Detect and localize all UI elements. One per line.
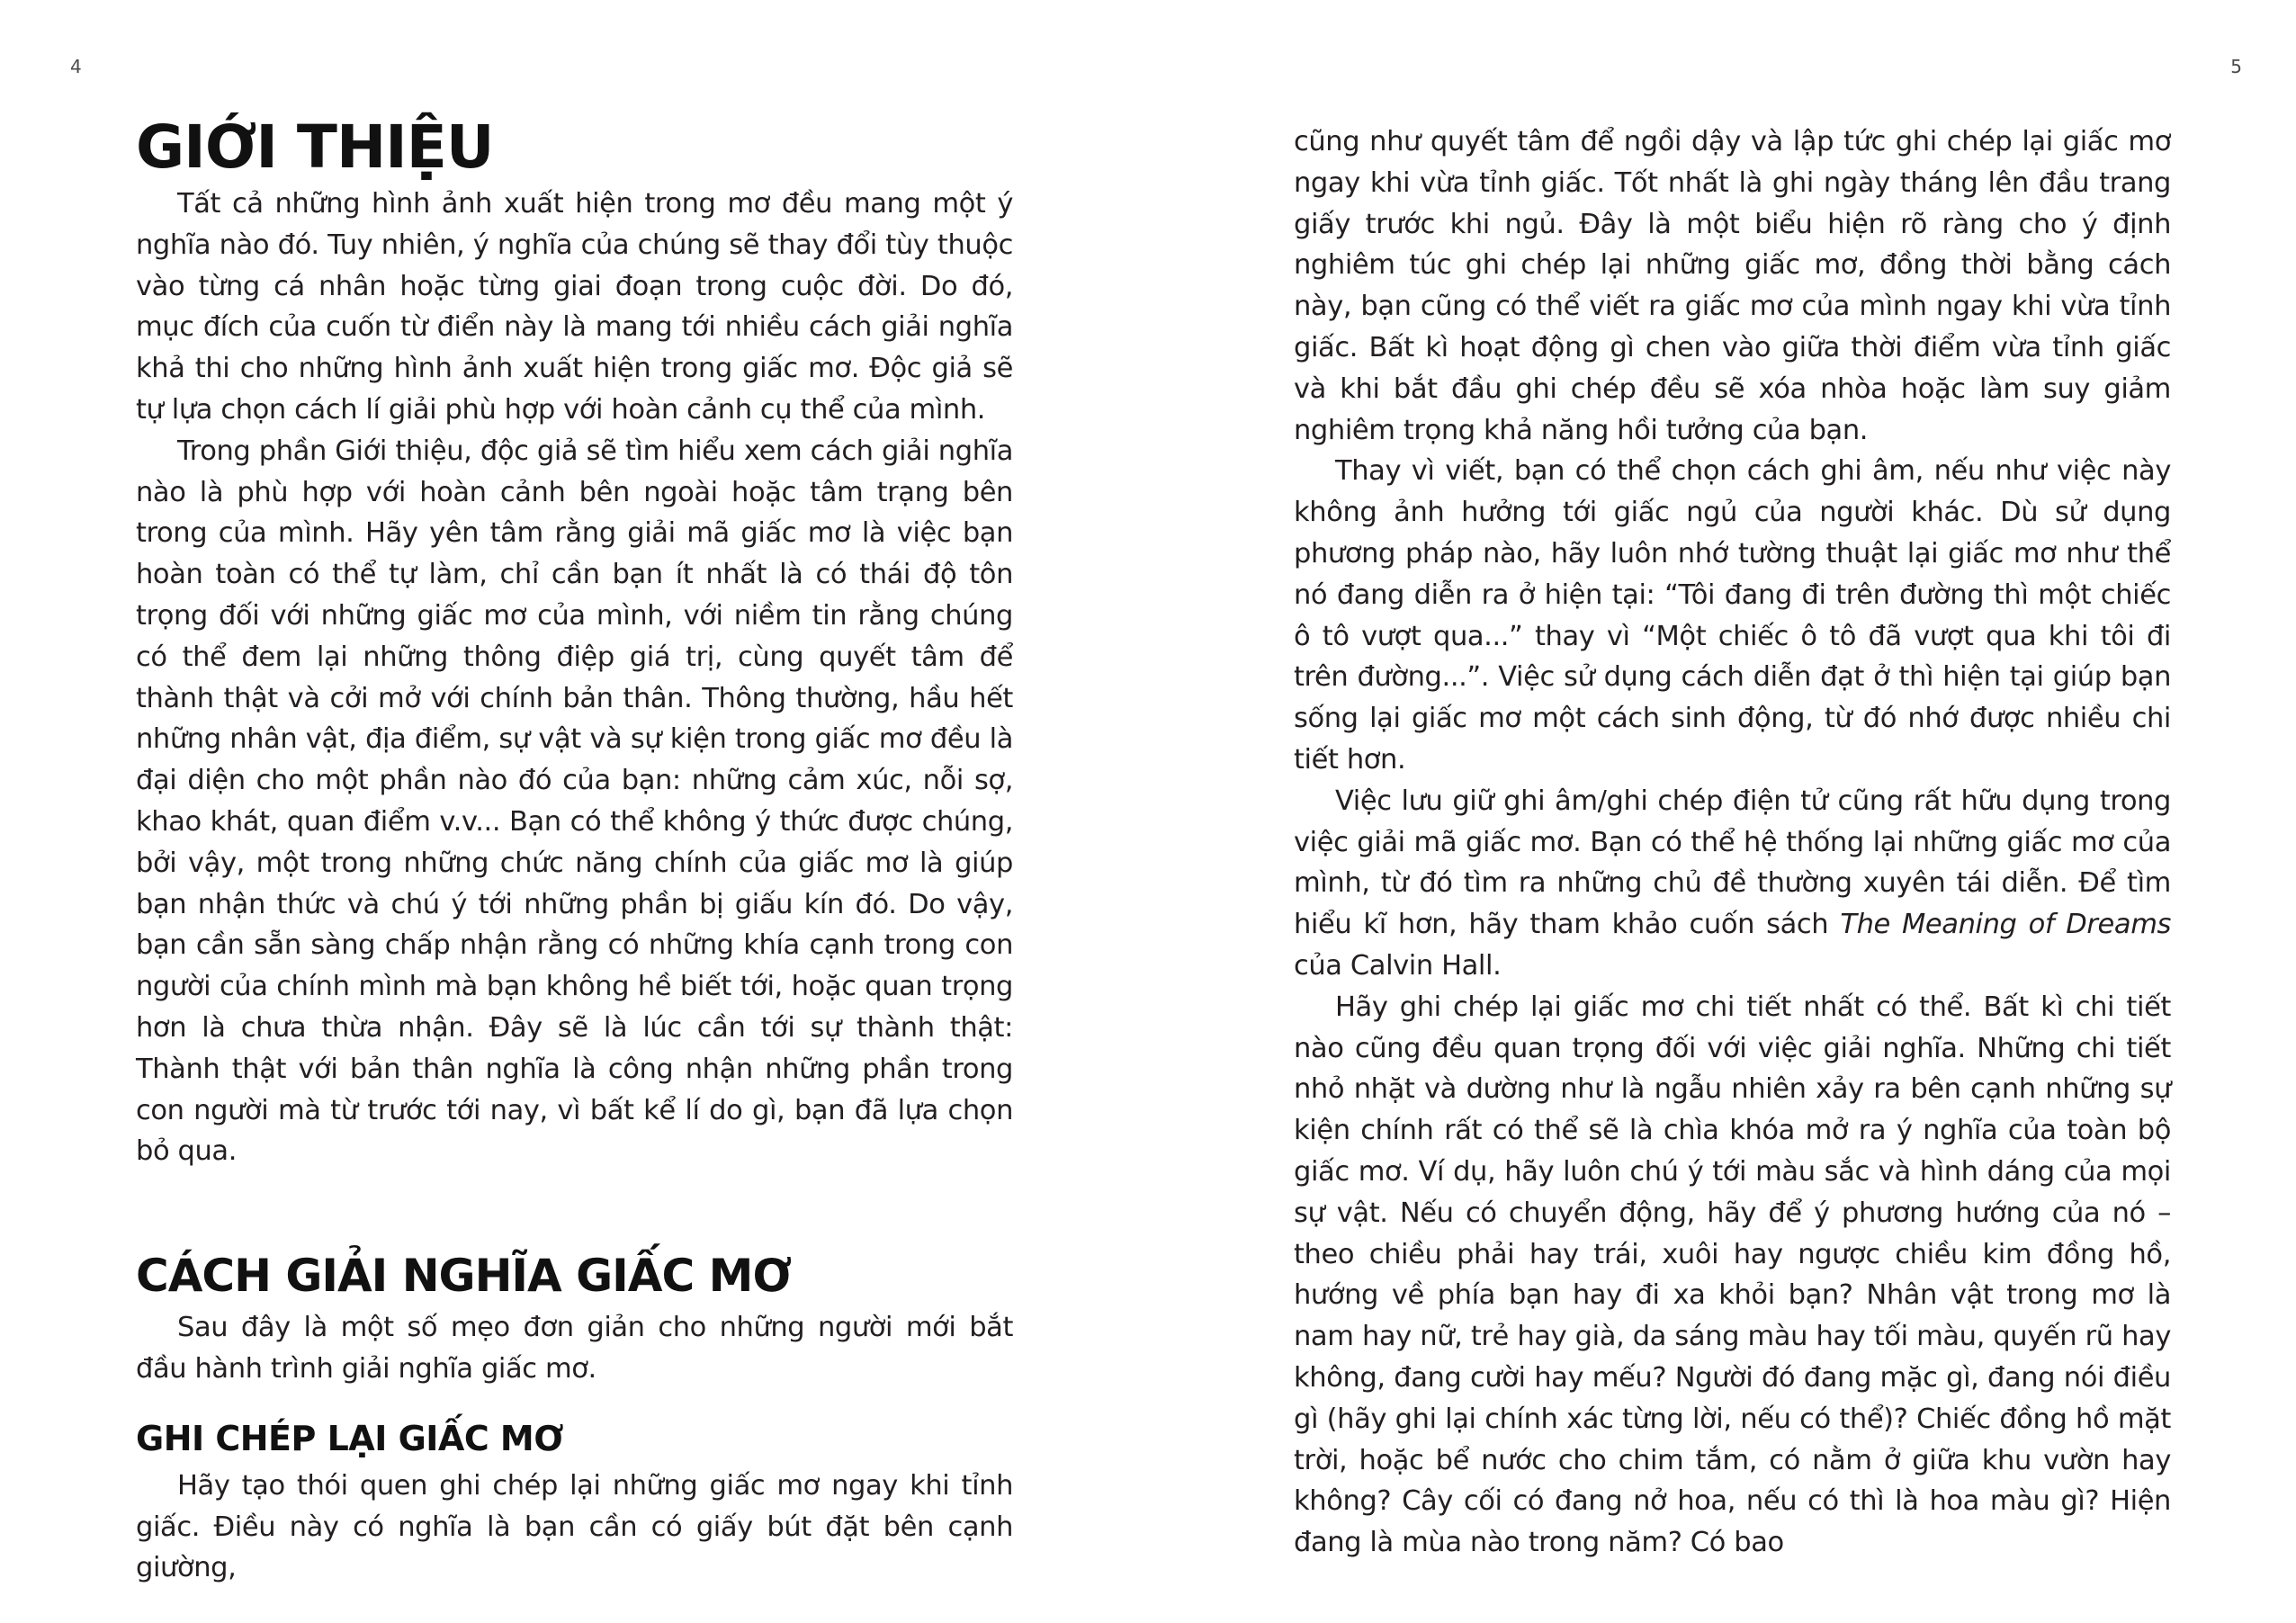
electronic-notes-text: Việc lưu giữ ghi âm/ghi chép điện tử cũng rất hữu dụng trong việc giải mã giấc mơ. Bạn có thể hệ thống lại những giấc mơ của mình, từ đó tìm ra những chủ đề thường xuyên tái diễn. Để tìm hiểu kĩ hơn, hãy tham khảo cuốn sách <box>1294 785 2171 941</box>
intro-paragraph-2: Trong phần Giới thiệu, độc giả sẽ tìm hiểu xem cách giải nghĩa nào là phù hợp với hoàn cảnh bên ngoài hoặc tâm trạng bên trong của mình. Hãy yên tâm rằng giải mã giấc mơ là việc bạn hoàn toàn có thể tự làm, chỉ cần bạn ít nhất là có thái độ tôn trọng đối với những giấc mơ của mình, với niềm tin rằng chúng có thể đem lại những thông điệp giá trị, cùng quyết tâm để thành thật và cởi mở với chính bản thân. Thông thường, hầu hết những nhân vật, địa điểm, sự vật và sự kiện trong giấc mơ đều là đại diện cho một phần nào đó của bạn: những cảm xúc, nỗi sợ, khao khát, quan điểm v.v... Bạn có thể không ý thức được chúng, bởi vậy, một trong những chức năng chính của giấc mơ là giúp bạn nhận thức và chú ý tới những phần bị giấu kín đó. Do vậy, bạn cần sẵn sàng chấp nhận rằng có những khía cạnh trong con người của chính mình mà bạn không hề biết tới, hoặc quan trọng hơn là chưa thừa nhận. Đây sẽ là lúc cần tới sự thành thật: Thành thật với bản thân nghĩa là công nhận những phần trong con người mà từ trước tới nay, vì bất kể lí do gì, bạn đã lựa chọn bỏ qua. <box>136 435 1013 1168</box>
electronic-notes-paragraph <box>1294 781 2171 987</box>
electronic-notes-text-end: của Calvin Hall. <box>1294 949 1502 982</box>
chapter-heading: GIỚI THIỆU <box>136 112 494 182</box>
subsection-paragraph: Hãy tạo thói quen ghi chép lại những giấc mơ ngay khi tỉnh giấc. Điều này có nghĩa là bạn cần có giấy bút đặt bên cạnh giường, <box>136 1469 1013 1584</box>
book-title: The Meaning of Dreams <box>1840 909 2171 941</box>
continuation-paragraph: cũng như quyết tâm để ngồi dậy và lập tức ghi chép lại giấc mơ ngay khi vừa tỉnh giấc. Tốt nhất là ghi ngày tháng lên đầu trang giấy trước khi ngủ. Đây là một biểu hiện rõ ràng cho ý định nghiêm túc ghi chép lại những giấc mơ, đồng thời bằng cách này, bạn cũng có thể viết ra giấc mơ của mình ngay khi vừa tỉnh giấc. Bất kì hoạt động gì chen vào giữa thời điểm vừa tỉnh giấc và khi bắt đầu ghi chép đều sẽ xóa nhòa hoặc làm suy giảm nghiêm trọng khả năng hồi tưởng của bạn. <box>1294 126 2171 446</box>
details-paragraph: Hãy ghi chép lại giấc mơ chi tiết nhất có thể. Bất kì chi tiết nào cũng đều quan trọng đối với việc giải nghĩa. Những chi tiết nhỏ nhặt và dường như là ngẫu nhiên xảy ra bên cạnh những sự kiện chính rất có thể sẽ là chìa khóa mở ra ý nghĩa của toàn bộ giấc mơ. Ví dụ, hãy luôn chú ý tới màu sắc và hình dáng của mọi sự vật. Nếu có chuyển động, hãy để ý phương hướng của nó – theo chiều phải hay trái, xuôi hay ngược chiều kim đồng hồ, hướng về phía bạn hay đi xa khỏi bạn? Nhân vật trong mơ là nam hay nữ, trẻ hay già, da sáng màu hay tối màu, quyến rũ hay không, đang cười hay mếu? Người đó đang mặc gì, đang nói điều gì (hãy ghi lại chính xác từng lời, nếu có thể)? Chiếc đồng hồ mặt trời, hoặc bể nước cho chim tắm, có nằm ở giữa khu vườn hay không? Cây cối có đang nở hoa, nếu có thì là hoa màu gì? Hiện đang là mùa nào trong năm? Có bao <box>1294 991 2171 1559</box>
right-text-column <box>1294 0 2171 1564</box>
subsection-heading: GHI CHÉP LẠI GIẤC MƠ <box>136 1418 563 1458</box>
section-paragraph: Sau đây là một số mẹo đơn giản cho những người mới bắt đầu hành trình giải nghĩa giấc mơ. <box>136 1312 1013 1385</box>
intro-paragraph-1: Tất cả những hình ảnh xuất hiện trong mơ đều mang một ý nghĩa nào đó. Tuy nhiên, ý nghĩa của chúng sẽ thay đổi tùy thuộc vào từng cá nhân hoặc từng giai đoạn trong cuộc đời. Do đó, mục đích của cuốn từ điển này là mang tới nhiều cách giải nghĩa khả thi cho những hình ảnh xuất hiện trong giấc mơ. Độc giả sẽ tự lựa chọn cách lí giải phù hợp với hoàn cảnh cụ thể của mình. <box>136 188 1013 426</box>
page-number-right: 5 <box>2230 56 2242 77</box>
page-number-left: 4 <box>70 56 82 77</box>
left-text-column <box>136 0 1013 1589</box>
section-heading: CÁCH GIẢI NGHĨA GIẤC MƠ <box>136 1250 792 1303</box>
right-page <box>1148 0 2296 1623</box>
recording-paragraph: Thay vì viết, bạn có thể chọn cách ghi âm, nếu như việc này không ảnh hưởng tới giấc ngủ của người khác. Dù sử dụng phương pháp nào, hãy luôn nhớ tường thuật lại giấc mơ như thể nó đang diễn ra ở hiện tại: “Tôi đang đi trên đường thì một chiếc ô tô vượt qua...” thay vì “Một chiếc ô tô đã vượt qua khi tôi đi trên đường...”. Việc sử dụng cách diễn đạt ở thì hiện tại giúp bạn sống lại giấc mơ một cách sinh động, từ đó nhớ được nhiều chi tiết hơn. <box>1294 455 2171 776</box>
